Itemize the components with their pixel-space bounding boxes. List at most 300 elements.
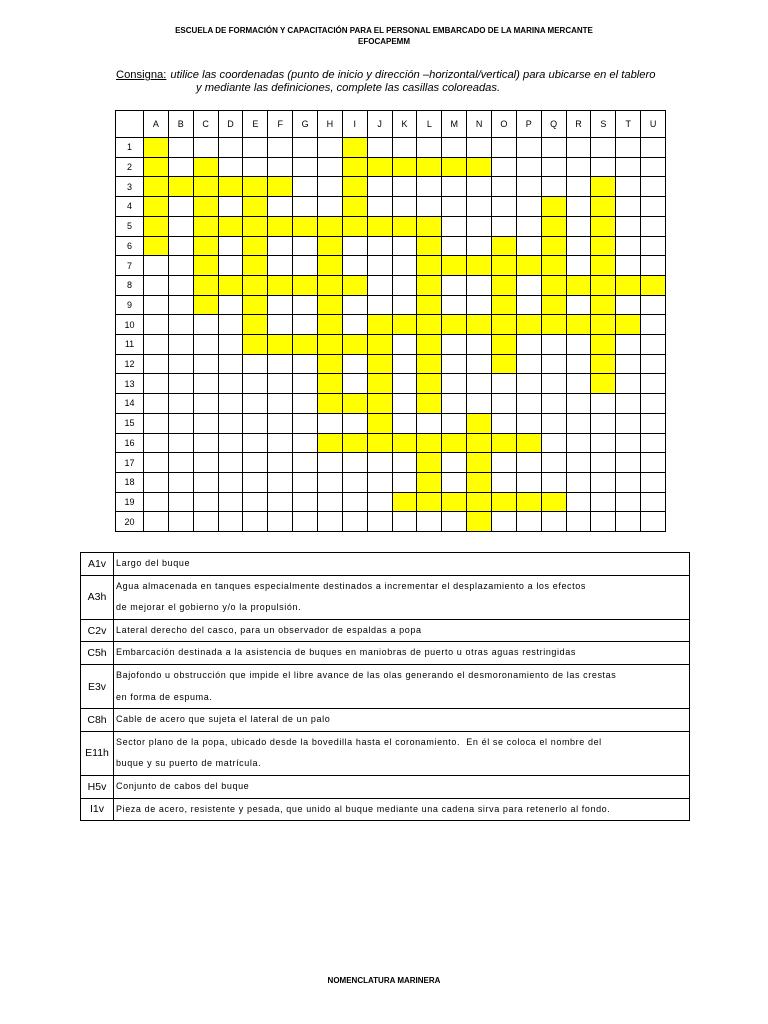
- blank-cell-c18: [194, 473, 218, 492]
- blank-cell-d6: [219, 237, 243, 256]
- blank-cell-u3: [641, 177, 665, 196]
- blank-cell-s14: [591, 394, 615, 413]
- blank-cell-o2: [492, 158, 516, 177]
- row-header-14: 14: [116, 394, 143, 413]
- column-header-s: S: [591, 111, 615, 137]
- column-header-t: T: [616, 111, 640, 137]
- blank-cell-t16: [616, 434, 640, 453]
- blank-cell-k9: [393, 296, 417, 315]
- clue-code: A3h: [81, 576, 113, 619]
- grid-corner-cell: [116, 111, 143, 137]
- blank-cell-g20: [293, 512, 317, 531]
- blank-cell-o3: [492, 177, 516, 196]
- blank-cell-n9: [467, 296, 491, 315]
- blank-cell-m11: [442, 335, 466, 354]
- blank-cell-q17: [542, 453, 566, 472]
- clue-definition-line: buque y su puerto de matrícula.: [116, 758, 262, 769]
- blank-cell-k13: [393, 374, 417, 393]
- blank-cell-t2: [616, 158, 640, 177]
- blank-cell-u11: [641, 335, 665, 354]
- column-header-b: B: [169, 111, 193, 137]
- blank-cell-b9: [169, 296, 193, 315]
- row-header-2: 2: [116, 158, 143, 177]
- answer-cell-a3: [144, 177, 168, 196]
- blank-cell-n6: [467, 237, 491, 256]
- column-header-c: C: [194, 111, 218, 137]
- blank-cell-u16: [641, 434, 665, 453]
- answer-cell-n7: [467, 256, 491, 275]
- blank-cell-t4: [616, 197, 640, 216]
- blank-cell-s2: [591, 158, 615, 177]
- blank-cell-t12: [616, 355, 640, 374]
- blank-cell-i9: [343, 296, 367, 315]
- blank-cell-r3: [567, 177, 591, 196]
- blank-cell-g10: [293, 315, 317, 334]
- blank-cell-i15: [343, 414, 367, 433]
- blank-cell-k3: [393, 177, 417, 196]
- blank-cell-s15: [591, 414, 615, 433]
- clue-definition-line: Pieza de acero, resistente y pesada, que unido al buque mediante una cadena sirva para retenerlo al fondo.: [116, 803, 611, 814]
- blank-cell-i7: [343, 256, 367, 275]
- answer-cell-k2: [393, 158, 417, 177]
- answer-cell-p19: [517, 493, 541, 512]
- row-header-11: 11: [116, 335, 143, 354]
- blank-cell-p4: [517, 197, 541, 216]
- blank-cell-h19: [318, 493, 342, 512]
- blank-cell-m5: [442, 217, 466, 236]
- blank-cell-i19: [343, 493, 367, 512]
- row-header-16: 16: [116, 434, 143, 453]
- answer-cell-i14: [343, 394, 367, 413]
- answer-cell-f3: [268, 177, 292, 196]
- blank-cell-t20: [616, 512, 640, 531]
- blank-cell-p2: [517, 158, 541, 177]
- blank-cell-q13: [542, 374, 566, 393]
- blank-cell-b5: [169, 217, 193, 236]
- footer-title: NOMENCLATURA MARINERA: [327, 976, 441, 985]
- blank-cell-f7: [268, 256, 292, 275]
- blank-cell-m1: [442, 138, 466, 157]
- answer-cell-i16: [343, 434, 367, 453]
- blank-cell-f12: [268, 355, 292, 374]
- blank-cell-j8: [368, 276, 392, 295]
- answer-cell-n16: [467, 434, 491, 453]
- blank-cell-p14: [517, 394, 541, 413]
- instructions: [116, 68, 655, 82]
- blank-cell-r12: [567, 355, 591, 374]
- blank-cell-n1: [467, 138, 491, 157]
- instructions-line-1: utilice las coordenadas (punto de inicio y dirección –horizontal/vertical) para ubicarse en el tablero: [170, 69, 656, 81]
- blank-cell-g17: [293, 453, 317, 472]
- answer-cell-h16: [318, 434, 342, 453]
- blank-cell-u10: [641, 315, 665, 334]
- blank-cell-d10: [219, 315, 243, 334]
- answer-cell-a4: [144, 197, 168, 216]
- blank-cell-d11: [219, 335, 243, 354]
- row-header-19: 19: [116, 493, 143, 512]
- column-header-o: O: [492, 111, 516, 137]
- answer-cell-h11: [318, 335, 342, 354]
- blank-cell-f17: [268, 453, 292, 472]
- blank-cell-r20: [567, 512, 591, 531]
- answer-cell-t8: [616, 276, 640, 295]
- blank-cell-b15: [169, 414, 193, 433]
- clue-code: C5h: [81, 642, 113, 664]
- answer-cell-i1: [343, 138, 367, 157]
- blank-cell-t18: [616, 473, 640, 492]
- blank-cell-p18: [517, 473, 541, 492]
- blank-cell-b11: [169, 335, 193, 354]
- blank-cell-t3: [616, 177, 640, 196]
- blank-cell-h18: [318, 473, 342, 492]
- blank-cell-u18: [641, 473, 665, 492]
- blank-cell-o5: [492, 217, 516, 236]
- blank-cell-f20: [268, 512, 292, 531]
- blank-cell-q3: [542, 177, 566, 196]
- blank-cell-n8: [467, 276, 491, 295]
- answer-cell-p7: [517, 256, 541, 275]
- answer-cell-n17: [467, 453, 491, 472]
- blank-cell-k8: [393, 276, 417, 295]
- blank-cell-g14: [293, 394, 317, 413]
- answer-cell-c7: [194, 256, 218, 275]
- blank-cell-b6: [169, 237, 193, 256]
- answer-cell-d8: [219, 276, 243, 295]
- blank-cell-m17: [442, 453, 466, 472]
- blank-cell-c10: [194, 315, 218, 334]
- blank-cell-q1: [542, 138, 566, 157]
- answer-cell-l8: [417, 276, 441, 295]
- blank-cell-q15: [542, 414, 566, 433]
- answer-cell-i11: [343, 335, 367, 354]
- blank-cell-f18: [268, 473, 292, 492]
- blank-cell-b14: [169, 394, 193, 413]
- blank-cell-b7: [169, 256, 193, 275]
- answer-cell-i2: [343, 158, 367, 177]
- blank-cell-t7: [616, 256, 640, 275]
- clue-definition-line: Lateral derecho del casco, para un observador de espaldas a popa: [116, 624, 422, 635]
- blank-cell-g13: [293, 374, 317, 393]
- answer-cell-e4: [243, 197, 267, 216]
- answer-cell-i8: [343, 276, 367, 295]
- answer-cell-q4: [542, 197, 566, 216]
- blank-cell-q12: [542, 355, 566, 374]
- clue-code: C8h: [81, 709, 113, 731]
- blank-cell-n4: [467, 197, 491, 216]
- answer-cell-a5: [144, 217, 168, 236]
- blank-cell-t14: [616, 394, 640, 413]
- clue-definition: [114, 799, 689, 821]
- answer-cell-h6: [318, 237, 342, 256]
- blank-cell-j3: [368, 177, 392, 196]
- blank-cell-q20: [542, 512, 566, 531]
- blank-cell-n5: [467, 217, 491, 236]
- answer-cell-j13: [368, 374, 392, 393]
- blank-cell-a18: [144, 473, 168, 492]
- answer-cell-l2: [417, 158, 441, 177]
- blank-cell-m20: [442, 512, 466, 531]
- blank-cell-u13: [641, 374, 665, 393]
- answer-cell-h5: [318, 217, 342, 236]
- column-header-i: I: [343, 111, 367, 137]
- blank-cell-d20: [219, 512, 243, 531]
- answer-cell-t10: [616, 315, 640, 334]
- school-acronym: EFOCAPEMM: [358, 37, 410, 46]
- blank-cell-r2: [567, 158, 591, 177]
- answer-cell-f8: [268, 276, 292, 295]
- blank-cell-r16: [567, 434, 591, 453]
- answer-cell-c5: [194, 217, 218, 236]
- clue-definition: [114, 709, 689, 731]
- blank-cell-i13: [343, 374, 367, 393]
- answer-cell-b3: [169, 177, 193, 196]
- column-header-h: H: [318, 111, 342, 137]
- blank-cell-h20: [318, 512, 342, 531]
- blank-cell-u12: [641, 355, 665, 374]
- blank-cell-i6: [343, 237, 367, 256]
- column-header-m: M: [442, 111, 466, 137]
- blank-cell-h2: [318, 158, 342, 177]
- blank-cell-s17: [591, 453, 615, 472]
- blank-cell-o20: [492, 512, 516, 531]
- blank-cell-c11: [194, 335, 218, 354]
- blank-cell-t1: [616, 138, 640, 157]
- clue-definition-line: Sector plano de la popa, ubicado desde la bovedilla hasta el coronamiento. En él se coloca el nombre del: [116, 736, 602, 747]
- blank-cell-o18: [492, 473, 516, 492]
- blank-cell-a15: [144, 414, 168, 433]
- blank-cell-a20: [144, 512, 168, 531]
- blank-cell-g18: [293, 473, 317, 492]
- blank-cell-r7: [567, 256, 591, 275]
- answer-cell-h10: [318, 315, 342, 334]
- column-header-a: A: [144, 111, 168, 137]
- blank-cell-m15: [442, 414, 466, 433]
- blank-cell-n3: [467, 177, 491, 196]
- blank-cell-k15: [393, 414, 417, 433]
- answer-cell-c6: [194, 237, 218, 256]
- blank-cell-l1: [417, 138, 441, 157]
- answer-cell-k16: [393, 434, 417, 453]
- blank-cell-e14: [243, 394, 267, 413]
- blank-cell-b1: [169, 138, 193, 157]
- blank-cell-i12: [343, 355, 367, 374]
- answer-cell-l5: [417, 217, 441, 236]
- answer-cell-p16: [517, 434, 541, 453]
- blank-cell-f4: [268, 197, 292, 216]
- blank-cell-f13: [268, 374, 292, 393]
- blank-cell-d1: [219, 138, 243, 157]
- blank-cell-k14: [393, 394, 417, 413]
- column-header-q: Q: [542, 111, 566, 137]
- blank-cell-f19: [268, 493, 292, 512]
- blank-cell-f1: [268, 138, 292, 157]
- blank-cell-k1: [393, 138, 417, 157]
- answer-cell-e9: [243, 296, 267, 315]
- blank-cell-b20: [169, 512, 193, 531]
- blank-cell-a7: [144, 256, 168, 275]
- answer-cell-r10: [567, 315, 591, 334]
- blank-cell-o17: [492, 453, 516, 472]
- blank-cell-m4: [442, 197, 466, 216]
- blank-cell-d19: [219, 493, 243, 512]
- answer-cell-n18: [467, 473, 491, 492]
- blank-cell-b18: [169, 473, 193, 492]
- blank-cell-g16: [293, 434, 317, 453]
- row-header-9: 9: [116, 296, 143, 315]
- blank-cell-j17: [368, 453, 392, 472]
- blank-cell-d12: [219, 355, 243, 374]
- blank-cell-u2: [641, 158, 665, 177]
- blank-cell-d15: [219, 414, 243, 433]
- answer-cell-l14: [417, 394, 441, 413]
- blank-cell-c1: [194, 138, 218, 157]
- blank-cell-s20: [591, 512, 615, 531]
- answer-cell-q19: [542, 493, 566, 512]
- answer-cell-e6: [243, 237, 267, 256]
- blank-cell-u1: [641, 138, 665, 157]
- clue-definition: [114, 732, 689, 775]
- blank-cell-m8: [442, 276, 466, 295]
- answer-cell-s11: [591, 335, 615, 354]
- blank-cell-r19: [567, 493, 591, 512]
- answer-cell-o16: [492, 434, 516, 453]
- answer-cell-n10: [467, 315, 491, 334]
- blank-cell-c16: [194, 434, 218, 453]
- blank-cell-j18: [368, 473, 392, 492]
- clue-code: E3v: [81, 665, 113, 708]
- blank-cell-p20: [517, 512, 541, 531]
- answer-cell-c9: [194, 296, 218, 315]
- row-header-12: 12: [116, 355, 143, 374]
- blank-cell-t11: [616, 335, 640, 354]
- answer-cell-l7: [417, 256, 441, 275]
- blank-cell-h1: [318, 138, 342, 157]
- clues-table: [80, 552, 690, 821]
- answer-cell-l10: [417, 315, 441, 334]
- blank-cell-j19: [368, 493, 392, 512]
- answer-cell-h7: [318, 256, 342, 275]
- answer-cell-s6: [591, 237, 615, 256]
- blank-cell-k12: [393, 355, 417, 374]
- column-header-p: P: [517, 111, 541, 137]
- answer-cell-j12: [368, 355, 392, 374]
- clue-code: C2v: [81, 620, 113, 642]
- answer-cell-m19: [442, 493, 466, 512]
- blank-cell-h15: [318, 414, 342, 433]
- blank-cell-d13: [219, 374, 243, 393]
- answer-cell-i4: [343, 197, 367, 216]
- row-header-15: 15: [116, 414, 143, 433]
- blank-cell-d7: [219, 256, 243, 275]
- clue-definition: [114, 776, 689, 798]
- blank-cell-i20: [343, 512, 367, 531]
- blank-cell-g3: [293, 177, 317, 196]
- blank-cell-p13: [517, 374, 541, 393]
- blank-cell-f16: [268, 434, 292, 453]
- blank-cell-k11: [393, 335, 417, 354]
- answer-cell-r8: [567, 276, 591, 295]
- answer-cell-g11: [293, 335, 317, 354]
- row-header-6: 6: [116, 237, 143, 256]
- blank-cell-j4: [368, 197, 392, 216]
- blank-cell-k18: [393, 473, 417, 492]
- blank-cell-f10: [268, 315, 292, 334]
- blank-cell-i17: [343, 453, 367, 472]
- blank-cell-a16: [144, 434, 168, 453]
- column-header-u: U: [641, 111, 665, 137]
- blank-cell-p17: [517, 453, 541, 472]
- answer-cell-e3: [243, 177, 267, 196]
- clue-definition-line: Cable de acero que sujeta el lateral de un palo: [116, 714, 331, 725]
- answer-cell-m7: [442, 256, 466, 275]
- answer-cell-o19: [492, 493, 516, 512]
- answer-cell-q7: [542, 256, 566, 275]
- answer-cell-q5: [542, 217, 566, 236]
- blank-cell-n13: [467, 374, 491, 393]
- answer-cell-j5: [368, 217, 392, 236]
- answer-cell-l18: [417, 473, 441, 492]
- blank-cell-l15: [417, 414, 441, 433]
- answer-cell-e5: [243, 217, 267, 236]
- blank-cell-a8: [144, 276, 168, 295]
- row-header-18: 18: [116, 473, 143, 492]
- answer-cell-n2: [467, 158, 491, 177]
- answer-cell-l17: [417, 453, 441, 472]
- blank-cell-d16: [219, 434, 243, 453]
- blank-cell-a17: [144, 453, 168, 472]
- clue-code: H5v: [81, 776, 113, 798]
- clue-definition-line: en forma de espuma.: [116, 691, 213, 702]
- blank-cell-b17: [169, 453, 193, 472]
- blank-cell-u17: [641, 453, 665, 472]
- blank-cell-m9: [442, 296, 466, 315]
- answer-cell-g5: [293, 217, 317, 236]
- column-header-l: L: [417, 111, 441, 137]
- answer-cell-j14: [368, 394, 392, 413]
- answer-cell-m10: [442, 315, 466, 334]
- blank-cell-a14: [144, 394, 168, 413]
- answer-cell-c3: [194, 177, 218, 196]
- answer-cell-q9: [542, 296, 566, 315]
- answer-cell-l19: [417, 493, 441, 512]
- blank-cell-p12: [517, 355, 541, 374]
- blank-cell-j9: [368, 296, 392, 315]
- blank-cell-a19: [144, 493, 168, 512]
- blank-cell-e2: [243, 158, 267, 177]
- clue-definition-line: Largo del buque: [116, 558, 191, 568]
- clue-definition-line: Embarcación destinada a la asistencia de buques en maniobras de puerto u otras aguas restringidas: [116, 647, 576, 658]
- blank-cell-d2: [219, 158, 243, 177]
- blank-cell-g9: [293, 296, 317, 315]
- blank-cell-n14: [467, 394, 491, 413]
- blank-cell-u14: [641, 394, 665, 413]
- answer-cell-l12: [417, 355, 441, 374]
- row-header-1: 1: [116, 138, 143, 157]
- blank-cell-q2: [542, 158, 566, 177]
- blank-cell-q11: [542, 335, 566, 354]
- blank-cell-r14: [567, 394, 591, 413]
- blank-cell-e18: [243, 473, 267, 492]
- blank-cell-e19: [243, 493, 267, 512]
- column-header-j: J: [368, 111, 392, 137]
- blank-cell-o13: [492, 374, 516, 393]
- answer-cell-s4: [591, 197, 615, 216]
- blank-cell-e16: [243, 434, 267, 453]
- clue-definition: [114, 576, 689, 619]
- answer-cell-h8: [318, 276, 342, 295]
- answer-cell-j16: [368, 434, 392, 453]
- blank-cell-g6: [293, 237, 317, 256]
